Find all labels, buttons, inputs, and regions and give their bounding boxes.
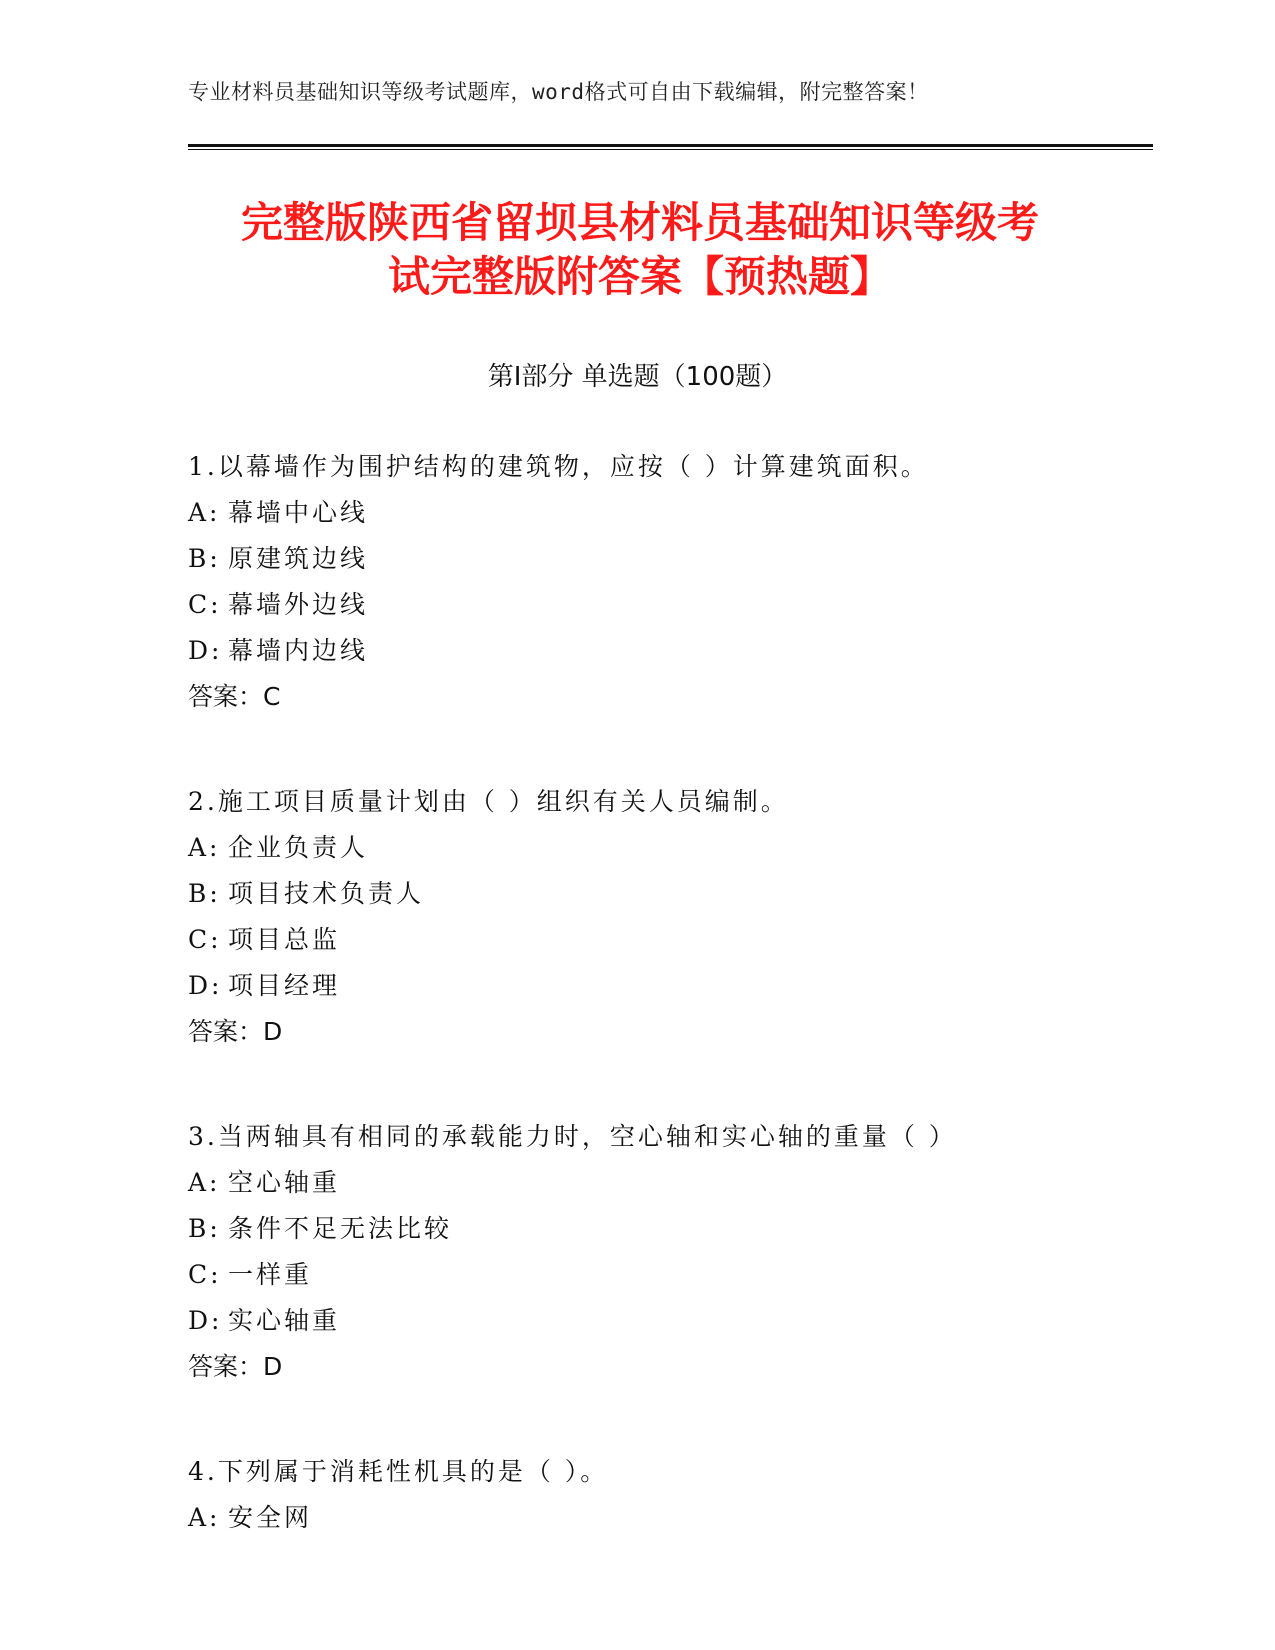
option-letter: B: xyxy=(188,1214,221,1243)
option-c xyxy=(188,917,1168,963)
option-text: 幕墙内边线 xyxy=(228,636,369,665)
option-a xyxy=(188,1495,1168,1541)
option-letter: A: xyxy=(188,1168,221,1197)
question-4 xyxy=(188,1449,1168,1541)
option-c xyxy=(188,1252,1168,1298)
section-heading: 第Ⅰ部分 单选题（100题） xyxy=(487,362,788,392)
answer-line: 答案：D xyxy=(188,1352,283,1381)
option-text: 安全网 xyxy=(228,1503,313,1532)
option-d xyxy=(188,1298,1168,1344)
option-text: 项目经理 xyxy=(228,971,341,1000)
document-title xyxy=(120,196,1160,304)
option-letter: A: xyxy=(188,1503,221,1532)
option-text: 项目总监 xyxy=(228,925,341,954)
option-text: 空心轴重 xyxy=(228,1168,341,1197)
option-text: 企业负责人 xyxy=(228,833,369,862)
question-text: 1.以幕墙作为围护结构的建筑物，应按（ ）计算建筑面积。 xyxy=(188,452,929,481)
option-d xyxy=(188,628,1168,674)
option-b xyxy=(188,1206,1168,1252)
option-letter: B: xyxy=(188,544,221,573)
option-letter: D: xyxy=(188,636,223,665)
option-text: 项目技术负责人 xyxy=(228,879,425,908)
title-line-1: 完整版陕西省留坝县材料员基础知识等级考 xyxy=(240,198,1039,247)
option-letter: D: xyxy=(188,1306,223,1335)
option-a xyxy=(188,825,1168,871)
option-text: 一样重 xyxy=(228,1260,313,1289)
option-letter: C: xyxy=(188,925,222,954)
header-note: 专业材料员基础知识等级考试题库，word格式可自由下载编辑，附完整答案！ xyxy=(188,80,929,104)
option-letter: D: xyxy=(188,971,223,1000)
option-letter: C: xyxy=(188,590,222,619)
option-a xyxy=(188,1160,1168,1206)
option-letter: C: xyxy=(188,1260,222,1289)
title-line-2: 试完整版附答案【预热题】 xyxy=(387,252,892,301)
answer-line: 答案：C xyxy=(188,682,281,711)
question-list xyxy=(188,444,1168,1600)
header-rule-thick xyxy=(188,144,1153,147)
header-rule-thin xyxy=(188,149,1153,150)
question-text: 4.下列属于消耗性机具的是（ ）。 xyxy=(188,1457,609,1486)
question-text: 3.当两轴具有相同的承载能力时，空心轴和实心轴的重量（ ） xyxy=(188,1122,957,1151)
option-text: 原建筑边线 xyxy=(228,544,369,573)
question-2 xyxy=(188,779,1168,1055)
question-3 xyxy=(188,1114,1168,1390)
option-text: 条件不足无法比较 xyxy=(228,1214,453,1243)
option-a xyxy=(188,490,1168,536)
option-b xyxy=(188,871,1168,917)
option-text: 实心轴重 xyxy=(228,1306,341,1335)
option-letter: B: xyxy=(188,879,221,908)
answer-line: 答案：D xyxy=(188,1017,283,1046)
option-text: 幕墙中心线 xyxy=(228,498,369,527)
option-d xyxy=(188,963,1168,1009)
option-b xyxy=(188,536,1168,582)
option-text: 幕墙外边线 xyxy=(228,590,369,619)
option-c xyxy=(188,582,1168,628)
option-letter: A: xyxy=(188,498,221,527)
question-text: 2.施工项目质量计划由（ ）组织有关人员编制。 xyxy=(188,787,789,816)
option-letter: A: xyxy=(188,833,221,862)
question-1 xyxy=(188,444,1168,720)
